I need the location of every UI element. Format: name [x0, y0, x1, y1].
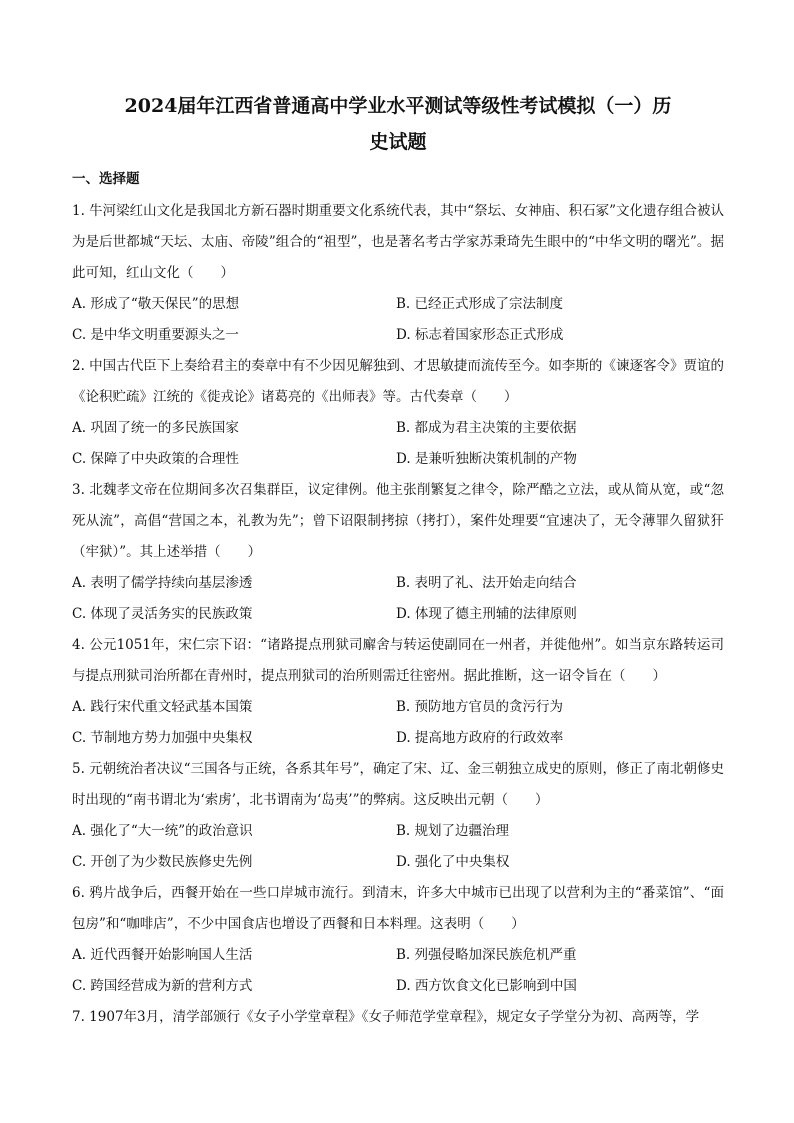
option-b: B. 都成为君主决策的主要依据 [396, 420, 577, 436]
question-4 [72, 630, 724, 754]
exam-title-line-2: 史试题 [369, 131, 427, 153]
option-c: C. 保障了中央政策的合理性 [72, 451, 239, 467]
question-stem: 5. 元朝统治者决议“三国各与正统，各系其年号”，确定了宋、辽、金三朝独立成史的原则，修正了南北朝修史时出现的“南书谓北为‘索虏’，北书谓南为‘岛夷’”的弊病。这反映出元朝（ ） [72, 761, 724, 808]
exam-title-line-1: 2024届年江西省普通高中学业水平测试等级性考试模拟（一）历 [124, 95, 672, 117]
question-7 [72, 1002, 724, 1033]
option-a: A. 巩固了统一的多民族国家 [72, 420, 239, 436]
question-1 [72, 196, 724, 351]
question-stem: 3. 北魏孝文帝在位期间多次召集群臣，议定律例。他主张削繁复之律令，除严酷之立法，或从简从宽，或“忽死从流”，高倡“营国之本，礼教为先”；曾下诏限制拷掠（拷打），案件处理要“宜速决了，无令薄罪久留狱犴（牢狱）”。其上述举措（ ） [72, 482, 724, 560]
option-list [72, 692, 724, 754]
exam-title [72, 88, 724, 160]
question-2 [72, 351, 724, 475]
option-d: D. 是兼听独断决策机制的产物 [396, 451, 577, 467]
option-list [72, 940, 724, 1002]
question-stem: 7. 1907年3月，清学部颁行《女子小学堂章程》《女子师范学堂章程》，规定女子学堂分为初、高两等，学 [72, 1009, 700, 1025]
question-stem: 1. 牛河梁红山文化是我国北方新石器时期重要文化系统代表，其中“祭坛、女神庙、积石冢”文化遗存组合被认为是后世都城“天坛、太庙、帝陵”组合的“祖型”，也是著名考古学家苏秉琦先生眼中的“中华文明的曙光”。据此可知，红山文化（ ） [72, 203, 724, 281]
option-b: B. 预防地方官员的贪污行为 [396, 699, 564, 715]
option-b: B. 表明了礼、法开始走向结合 [396, 575, 577, 591]
option-c: C. 开创了为少数民族修史先例 [72, 854, 253, 870]
option-b: B. 规划了边疆治理 [396, 823, 510, 839]
option-a: A. 近代西餐开始影响国人生活 [72, 947, 253, 963]
option-b: B. 列强侵略加深民族危机严重 [396, 947, 577, 963]
question-3 [72, 475, 724, 630]
question-5 [72, 754, 724, 878]
question-stem: 2. 中国古代臣下上奏给君主的奏章中有不少因见解独到、才思敏捷而流传至今。如李斯的《谏逐客令》贾谊的《论积贮疏》江统的《徙戎论》诸葛亮的《出师表》等。古代奏章（ ） [72, 358, 724, 405]
question-stem: 4. 公元1051年，宋仁宗下诏：“诸路提点刑狱司廨舍与转运使副同在一州者，并徙他州”。如当京东路转运司与提点刑狱司治所都在青州时，提点刑狱司的治所则需迁往密州。据此推断，这一诏令旨在（ ） [72, 637, 724, 684]
option-a: A. 表明了儒学持续向基层渗透 [72, 575, 253, 591]
option-a: A. 形成了“敬天保民”的思想 [72, 296, 240, 312]
exam-page [72, 88, 724, 1033]
option-c: C. 体现了灵活务实的民族政策 [72, 606, 253, 622]
option-c: C. 跨国经营成为新的营利方式 [72, 978, 253, 994]
option-c: C. 是中华文明重要源头之一 [72, 327, 239, 343]
option-d: D. 西方饮食文化已影响到中国 [396, 978, 577, 994]
option-c: C. 节制地方势力加强中央集权 [72, 730, 253, 746]
option-list [72, 816, 724, 878]
option-b: B. 已经正式形成了宗法制度 [396, 296, 564, 312]
option-list [72, 568, 724, 630]
question-6 [72, 878, 724, 1002]
option-a: A. 践行宋代重文轻武基本国策 [72, 699, 253, 715]
option-d: D. 提高地方政府的行政效率 [396, 730, 564, 746]
option-d: D. 体现了德主刑辅的法律原则 [396, 606, 577, 622]
option-d: D. 标志着国家形态正式形成 [396, 327, 564, 343]
section-heading: 一、选择题 [72, 171, 140, 187]
option-list [72, 289, 724, 351]
option-a: A. 强化了“大一统”的政治意识 [72, 823, 253, 839]
option-d: D. 强化了中央集权 [396, 854, 510, 870]
question-stem: 6. 鸦片战争后，西餐开始在一些口岸城市流行。到清末，许多大中城市已出现了以营利为主的“番菜馆”、“面包房”和“咖啡店”，不少中国食店也增设了西餐和日本料理。这表明（ ） [72, 885, 724, 932]
option-list [72, 413, 724, 475]
